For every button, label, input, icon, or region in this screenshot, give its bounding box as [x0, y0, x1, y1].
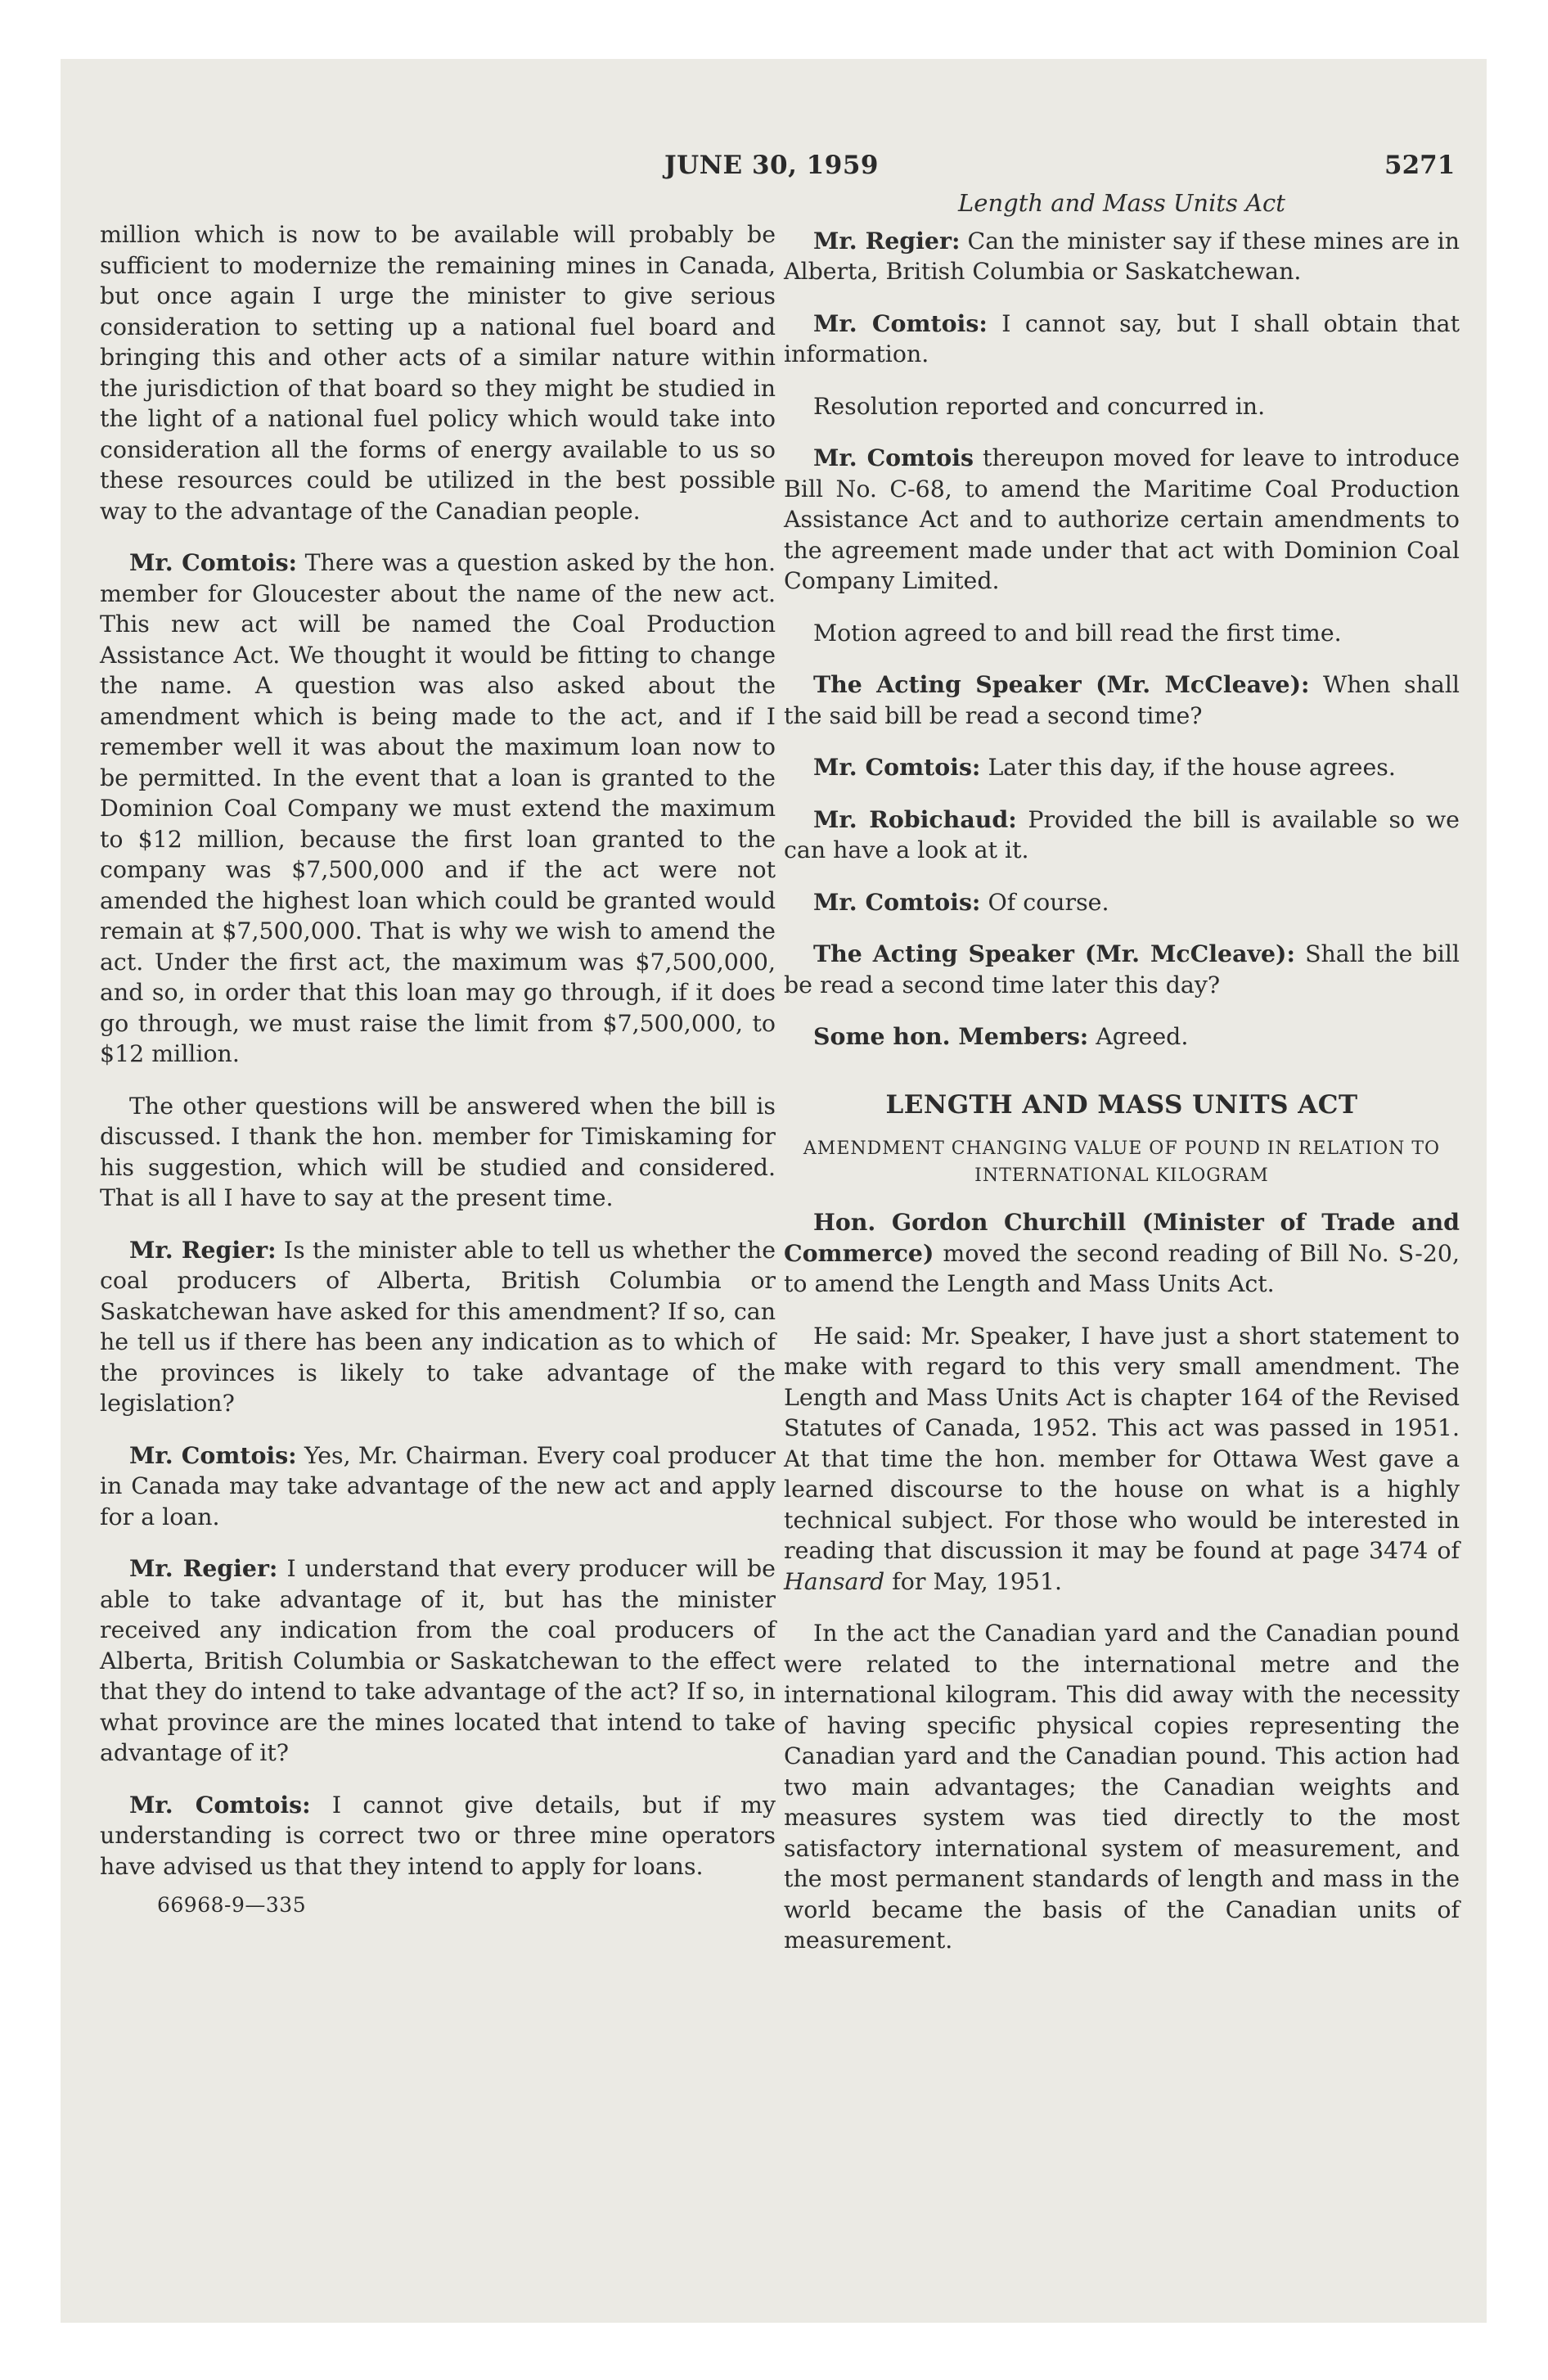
speaker-name: Mr. Regier:	[129, 1235, 277, 1264]
speaker-name: The Acting Speaker (Mr. McCleave):	[813, 670, 1310, 698]
speaker-name: Mr. Comtois:	[129, 1790, 311, 1819]
paragraph	[100, 1790, 776, 1882]
speech-text: Provided the bill is available so we can have a look at it.	[784, 805, 1460, 863]
paragraph	[784, 669, 1460, 731]
paragraph: million which is now to be available will probably be sufficient to modernize the remaining mines in Canada, but once again I urge the minister to give serious consideration to setting up a national fuel board and bringing this and other acts of a similar nature within the jurisdiction of that board so they might be studied in the light of a national fuel policy which would take into consideration all the forms of energy available to us so these resources could be utilized in the best possible way to the advantage of the Canadian people.	[100, 221, 776, 525]
speech-text: He said: Mr. Speaker, I have just a short statement to make with regard to this very small amendment. The Length and Mass Units Act is chapter 164 of the Revised Statutes of Canada, 1952. This act was passed in 1951. At that time the hon. member for Ottawa West gave a learned discourse to the house on what is a highly technical subject. For those who would be interested in reading that discussion it may be found at page 3474 of	[784, 1322, 1460, 1564]
speech-text: Agreed.	[1088, 1023, 1189, 1050]
speaker-name: Hon. Gordon Churchill (Minister of Trade and Commerce)	[784, 1208, 1460, 1267]
paragraph: Resolution reported and concurred in.	[813, 392, 1266, 420]
speech-text: Yes, Mr. Chairman. Every coal producer in Canada may take advantage of the new act and apply for a loan.	[100, 1441, 776, 1530]
paragraph	[784, 309, 1460, 370]
paragraph	[100, 548, 776, 1070]
speaker-name: The Acting Speaker (Mr. McCleave):	[813, 940, 1295, 967]
print-code: 66968-9—335	[157, 1893, 307, 1917]
speech-text: Is the minister able to tell us whether the coal producers of Alberta, British Columbia or Saskatchewan have asked for this amendment? If so, can he tell us if there has been any indication as to which of the provinces is likely to take advantage of the legislation?	[100, 1236, 776, 1417]
speech-text: There was a question asked by the hon. member for Gloucester about the name of the new act. This new act will be named the Coal Production Assistance Act. We thought it would be fitting to change the name. A question was also asked about the amendment which is being made to the act, and if I remember well it was about the maximum loan now to be permitted. In the event that a loan is granted to the Dominion Coal Company we must extend the maximum to $12 million, because the first loan granted to the company was $7,500,000 and if the act were not amended the highest loan which could be granted would remain at $7,500,000. That is why we wish to amend the act. Under the first act, the maximum was $7,500,000, and so, in order that this loan may go through, if it does go through, we must raise the limit from $7,500,000, to $12 million.	[100, 549, 776, 1067]
speaker-name: Mr. Regier:	[129, 1554, 278, 1582]
paragraph: Motion agreed to and bill read the first time.	[813, 619, 1342, 647]
paragraph	[784, 443, 1460, 597]
speaker-name: Mr. Comtois	[813, 444, 974, 471]
speech-text: I cannot give details, but if my understanding is correct two or three mine operators have advised us that they intend to apply for loans.	[100, 1791, 776, 1880]
section-title: LENGTH AND MASS UNITS ACT	[885, 1089, 1358, 1120]
paragraph: In the act the Canadian yard and the Canadian pound were related to the international metre and the international kilogram. This did away with the necessity of having specific physical copies representing the Canadian yard and the Canadian pound. This action had two main advantages; the Canadian weights and measures system was tied directly to the most satisfactory international system of measurement, and the most permanent standards of length and mass in the world became the basis of the Canadian units of measurement.	[784, 1620, 1460, 1954]
paragraph	[100, 1440, 776, 1533]
speaker-name: Mr. Comtois:	[813, 309, 988, 337]
paragraph	[784, 752, 1460, 783]
speech-text: for May, 1951.	[884, 1567, 1063, 1595]
left-column	[100, 219, 776, 1921]
right-column	[784, 188, 1460, 1977]
paragraph	[784, 1021, 1460, 1053]
page-date: JUNE 30, 1959	[664, 151, 879, 180]
paragraph: The other questions will be answered when the bill is discussed. I thank the hon. member for Timiskaming for his suggestion, which will be studied and considered. That is all I have to say at the present time.	[100, 1092, 776, 1211]
speaker-name: Some hon. Members:	[813, 1022, 1089, 1050]
paragraph	[784, 1207, 1460, 1300]
speech-text: moved the second reading of Bill No. S-20, to amend the Length and Mass Units Act.	[784, 1239, 1460, 1297]
paragraph	[784, 226, 1460, 287]
paragraph	[784, 939, 1460, 1000]
speech-text: Later this day, if the house agrees.	[980, 754, 1396, 781]
running-head: Length and Mass Units Act	[958, 189, 1285, 217]
paragraph	[784, 887, 1460, 918]
speech-text: I understand that every producer will be able to take advantage of it, but has the minister received any indication from the coal producers of Alberta, British Columbia or Saskatchewan to the effect that they do intend to take advantage of the act? If so, in what province are the mines located that intend to take advantage of it?	[100, 1555, 776, 1766]
paragraph	[100, 1553, 776, 1769]
speaker-name: Mr. Comtois:	[813, 753, 981, 781]
speech-text: Shall the bill be read a second time later this day?	[784, 940, 1460, 998]
speaker-name: Mr. Regier:	[813, 226, 961, 255]
paragraph	[784, 805, 1460, 866]
speaker-name: Mr. Comtois:	[129, 548, 298, 576]
speaker-name: Mr. Robichaud:	[813, 805, 1017, 833]
page-number: 5271	[1384, 151, 1456, 180]
paragraph	[784, 1321, 1460, 1598]
speaker-name: Mr. Comtois:	[129, 1440, 297, 1469]
speech-text: Can the minister say if these mines are in Alberta, British Columbia or Saskatchewan.	[784, 227, 1460, 285]
speaker-name: Mr. Comtois:	[813, 887, 981, 916]
speech-text: thereupon moved for leave to introduce Bill No. C-68, to amend the Maritime Coal Production Assistance Act and to authorize certain amendments to the agreement made under that act with Dominion Coal Company Limited.	[784, 444, 1460, 594]
speech-text: Of course.	[980, 888, 1109, 916]
section-subtitle: AMENDMENT CHANGING VALUE OF POUND IN RELATION TO INTERNATIONAL KILOGRAM	[803, 1138, 1441, 1186]
speech-text: I cannot say, but I shall obtain that information.	[784, 309, 1460, 367]
speech-text: When shall the said bill be read a second time?	[784, 671, 1460, 729]
paragraph	[100, 1235, 776, 1419]
publication-title: Hansard	[784, 1567, 885, 1595]
